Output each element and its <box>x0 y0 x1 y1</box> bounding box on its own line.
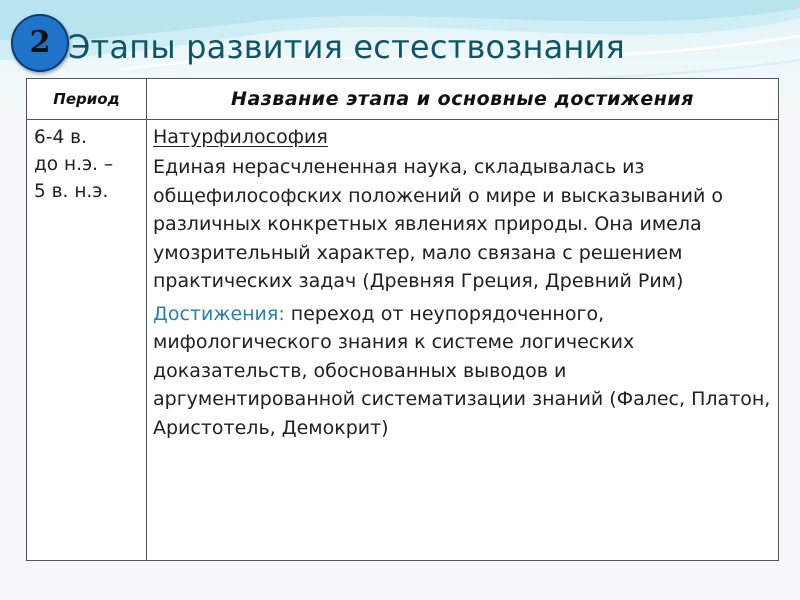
slide-number-badge: 2 <box>11 14 69 72</box>
period-line: 5 в. н.э. <box>34 181 109 202</box>
column-header-period: Период <box>27 79 147 120</box>
content-cell <box>147 120 779 561</box>
column-header-name: Название этапа и основные достижения <box>147 79 779 120</box>
period-cell <box>27 120 147 561</box>
table-row <box>27 120 779 561</box>
page-title: Этапы развития естествознания <box>68 28 626 66</box>
period-line: до н.э. – <box>34 154 114 175</box>
table-header-row <box>27 79 779 120</box>
stage-name: Натурфилософия <box>153 126 328 148</box>
stages-table <box>26 78 779 561</box>
achievements-label: Достижения: <box>153 302 285 325</box>
stage-description: Единая нерасчлененная наука, складывалась из общефилософских положений о мире и высказываний о различных конкретных явлениях природы. Она имела умозрительный характер, мало связана с решением практических задач (Древняя Греция, Древний Рим) <box>153 156 723 292</box>
period-line: 6-4 в. <box>34 127 87 148</box>
achievements <box>153 300 772 443</box>
achievements-text: переход от неупорядоченного, мифологического знания к системе логических доказательств, обоснованных выводов и аргументированной систематизации знаний (Фалес, Платон, Аристотель, Демокрит) <box>153 302 771 439</box>
